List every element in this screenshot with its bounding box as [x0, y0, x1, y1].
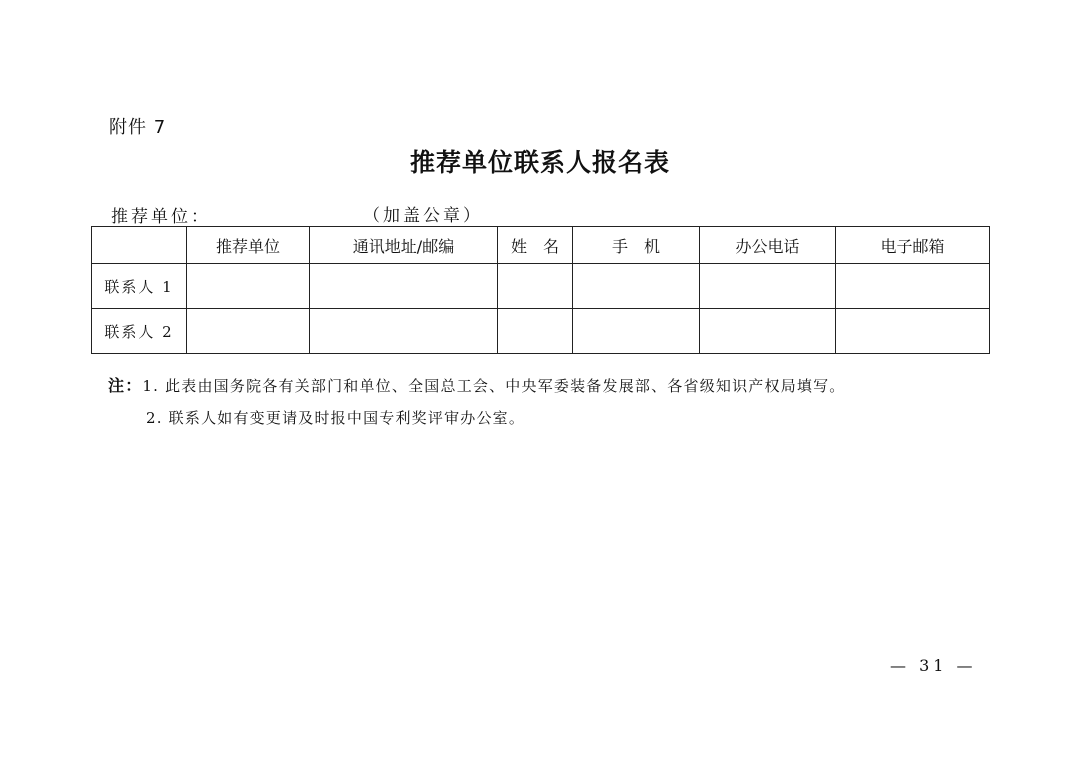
- table-header-row: [92, 227, 990, 264]
- attachment-label: 附件 7: [109, 117, 167, 138]
- cell-contact-1-name[interactable]: [498, 264, 573, 309]
- note-line-1: [108, 373, 846, 396]
- header-cell-recommending-unit: 推荐单位: [187, 227, 310, 264]
- cell-contact-2-email[interactable]: [836, 309, 990, 354]
- document-title: 推荐单位联系人报名表: [409, 148, 670, 177]
- cell-contact-1-unit[interactable]: [187, 264, 310, 309]
- header-cell-email: 电子邮箱: [836, 227, 990, 264]
- table-row: [92, 309, 990, 354]
- cell-contact-2-unit[interactable]: [187, 309, 310, 354]
- page-number: — 31 —: [890, 656, 977, 675]
- cell-contact-2-name[interactable]: [498, 309, 573, 354]
- header-cell-empty: [92, 227, 187, 264]
- header-cell-office-phone: 办公电话: [700, 227, 836, 264]
- cell-contact-2-office-phone[interactable]: [700, 309, 836, 354]
- header-cell-mobile: 手 机: [573, 227, 700, 264]
- note-text-1: 1. 此表由国务院各有关部门和单位、全国总工会、中央军委装备发展部、各省级知识产权局填写。: [142, 377, 846, 395]
- header-cell-address-postcode: 通讯地址/邮编: [310, 227, 498, 264]
- recommending-unit-label: 推荐单位：: [111, 207, 211, 227]
- cell-contact-1-email[interactable]: [836, 264, 990, 309]
- header-cell-name: 姓 名: [498, 227, 573, 264]
- row-label-contact-1: 联系人 1: [92, 264, 187, 309]
- registration-table: [91, 226, 990, 354]
- table-row: [92, 264, 990, 309]
- cell-contact-1-mobile[interactable]: [573, 264, 700, 309]
- seal-note: （加盖公章）: [363, 206, 483, 226]
- note-text-2: 2. 联系人如有变更请及时报中国专利奖评审办公室。: [146, 409, 526, 427]
- row-label-contact-2: 联系人 2: [92, 309, 187, 354]
- cell-contact-1-address[interactable]: [310, 264, 498, 309]
- cell-contact-2-address[interactable]: [310, 309, 498, 354]
- note-line-2: [146, 407, 525, 428]
- cell-contact-1-office-phone[interactable]: [700, 264, 836, 309]
- note-prefix: 注：: [108, 376, 143, 395]
- cell-contact-2-mobile[interactable]: [573, 309, 700, 354]
